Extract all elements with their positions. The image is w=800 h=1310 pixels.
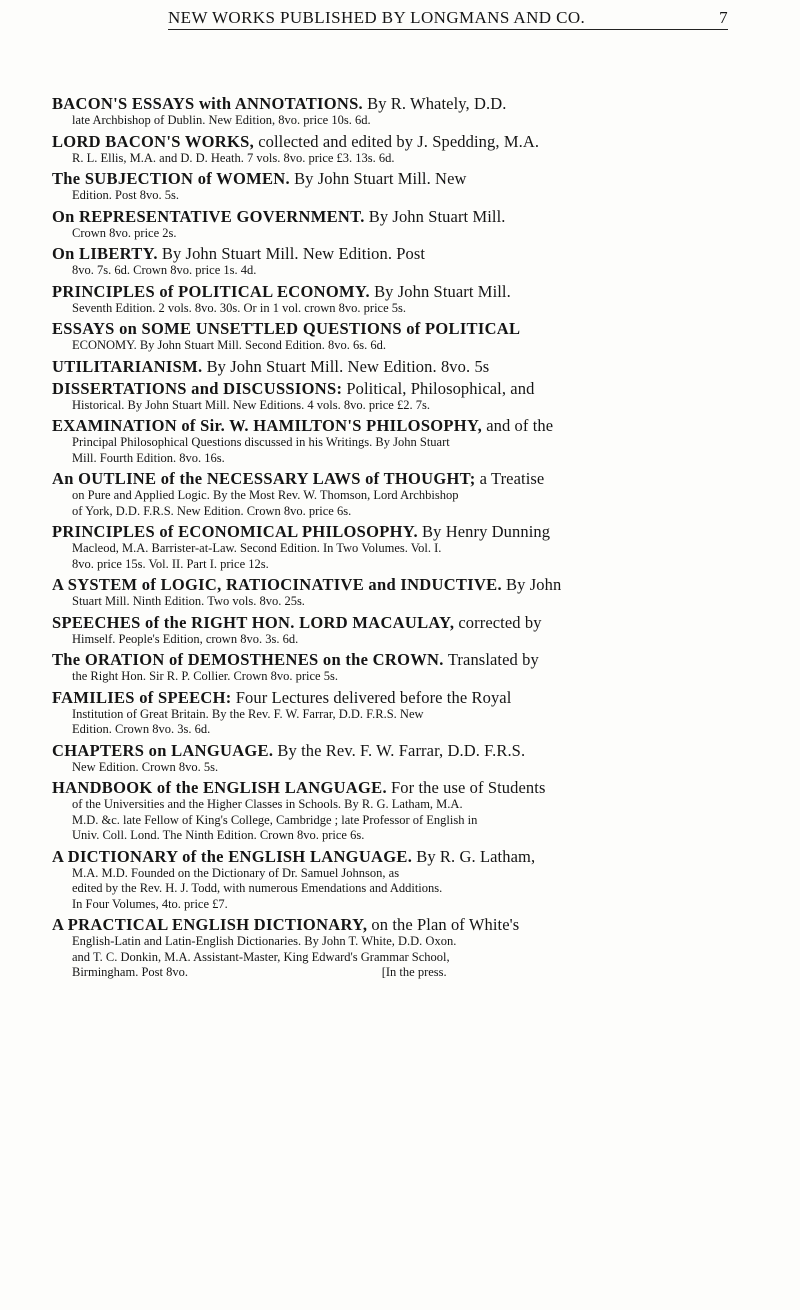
book-details: New Edition. Crown 8vo. 5s. <box>72 759 219 774</box>
book-author: For the use of Students <box>391 778 546 797</box>
book-title: FAMILIES of SPEECH: <box>52 687 232 707</box>
book-details: In Four Volumes, 4to. price £7. <box>72 896 228 911</box>
book-entry <box>52 169 744 204</box>
book-title: UTILITARIANISM. <box>52 356 203 376</box>
book-author: a Treatise <box>479 469 545 488</box>
book-details: Edition. Post 8vo. 5s. <box>72 188 179 202</box>
book-details: 8vo. 7s. 6d. Crown 8vo. price 1s. 4d. <box>72 263 257 277</box>
book-author: By John <box>506 575 562 594</box>
book-details: Edition. Crown 8vo. 3s. 6d. <box>72 722 211 736</box>
book-details: of York, D.D. F.R.S. New Edition. Crown 8vo. price 6s. <box>72 503 352 518</box>
book-author: By John Stuart Mill. <box>368 206 506 226</box>
book-title: HANDBOOK of the ENGLISH LANGUAGE. <box>52 778 387 797</box>
book-entry <box>52 915 744 981</box>
book-author: collected and edited by J. Spedding, M.A. <box>258 131 540 151</box>
book-entry <box>52 741 744 776</box>
book-title: SPEECHES of the RIGHT HON. LORD MACAULAY, <box>52 612 455 632</box>
book-title: PRINCIPLES of ECONOMICAL PHILOSOPHY. <box>52 522 418 541</box>
book-details: M.A. M.D. Founded on the Dictionary of Dr. Samuel Johnson, as <box>72 865 400 880</box>
book-author: By Henry Dunning <box>422 522 551 541</box>
book-author: Political, Philosophical, and <box>346 378 535 398</box>
book-title: DISSERTATIONS and DISCUSSIONS: <box>52 378 343 398</box>
book-author: Four Lectures delivered before the Royal <box>235 687 512 707</box>
book-entry <box>52 575 744 610</box>
book-author: By John Stuart Mill. New Edition. Post <box>161 244 426 263</box>
book-title: On LIBERTY. <box>52 244 158 263</box>
book-title: PRINCIPLES of POLITICAL ECONOMY. <box>52 281 370 301</box>
book-author: By John Stuart Mill. <box>374 281 511 301</box>
book-title: The SUBJECTION of WOMEN. <box>52 169 290 188</box>
book-details: Principal Philosophical Questions discussed in his Writings. By John Stuart <box>72 435 450 449</box>
book-details: the Right Hon. Sir R. P. Collier. Crown 8vo. price 5s. <box>72 669 338 683</box>
book-entry <box>52 613 744 648</box>
book-author: By the Rev. F. W. Farrar, D.D. F.R.S. <box>277 740 526 760</box>
book-title: A PRACTICAL ENGLISH DICTIONARY, <box>52 915 368 934</box>
book-entry <box>52 282 744 317</box>
running-header <box>168 8 728 30</box>
book-entry <box>52 847 744 913</box>
book-title: A SYSTEM of LOGIC, RATIOCINATIVE and INDUCTIVE. <box>52 575 502 594</box>
book-title: On REPRESENTATIVE GOVERNMENT. <box>52 206 365 226</box>
page-number: 7 <box>719 8 728 27</box>
book-title: The ORATION of DEMOSTHENES on the CROWN. <box>52 650 444 669</box>
book-author: and of the <box>486 416 554 435</box>
book-details: English-Latin and Latin-English Dictionaries. By John T. White, D.D. Oxon. <box>72 934 457 948</box>
book-author: By R. Whately, D.D. <box>367 94 507 113</box>
book-entry <box>52 522 744 572</box>
book-details: M.D. &c. late Fellow of King's College, Cambridge ; late Professor of English in <box>72 812 478 827</box>
book-entry <box>52 357 744 376</box>
book-title: BACON'S ESSAYS with ANNOTATIONS. <box>52 94 363 113</box>
book-details: Himself. People's Edition, crown 8vo. 3s. 6d. <box>72 631 299 646</box>
book-entry <box>52 469 744 519</box>
book-details: Crown 8vo. price 2s. <box>72 225 177 240</box>
book-entry <box>52 94 744 129</box>
book-details: ECONOMY. By John Stuart Mill. Second Edition. 8vo. 6s. 6d. <box>72 338 387 352</box>
book-entry <box>52 244 744 279</box>
book-details: Macleod, M.A. Barrister-at-Law. Second Edition. In Two Volumes. Vol. I. <box>72 541 442 555</box>
book-details: Seventh Edition. 2 vols. 8vo. 30s. Or in 1 vol. crown 8vo. price 5s. <box>72 300 406 315</box>
book-details: late Archbishop of Dublin. New Edition, 8vo. price 10s. 6d. <box>72 113 371 127</box>
book-details: Stuart Mill. Ninth Edition. Two vols. 8vo. 25s. <box>72 594 305 608</box>
book-entry <box>52 379 744 414</box>
book-entry <box>52 132 744 167</box>
book-details: R. L. Ellis, M.A. and D. D. Heath. 7 vols. 8vo. price £3. 13s. 6d. <box>72 150 395 165</box>
book-author: corrected by <box>458 612 542 632</box>
book-title: A DICTIONARY of the ENGLISH LANGUAGE. <box>52 846 413 866</box>
book-details: 8vo. price 15s. Vol. II. Part I. price 12s. <box>72 556 269 571</box>
book-details: of the Universities and the Higher Classes in Schools. By R. G. Latham, M.A. <box>72 797 463 811</box>
book-author: By John Stuart Mill. New Edition. 8vo. 5s <box>206 356 490 376</box>
book-title: LORD BACON'S WORKS, <box>52 131 255 151</box>
book-author: By R. G. Latham, <box>416 846 536 866</box>
book-author: By John Stuart Mill. New <box>294 169 467 188</box>
book-entry <box>52 319 744 354</box>
book-details: Historical. By John Stuart Mill. New Editions. 4 vols. 8vo. price £2. 7s. <box>72 397 430 412</box>
book-author: Translated by <box>447 650 539 669</box>
book-title: EXAMINATION of Sir. W. HAMILTON'S PHILOSOPHY, <box>52 416 483 435</box>
book-author: on the Plan of White's <box>371 915 520 934</box>
book-entry <box>52 207 744 242</box>
book-title: CHAPTERS on LANGUAGE. <box>52 740 274 760</box>
book-details: Univ. Coll. Lond. The Ninth Edition. Crown 8vo. price 6s. <box>72 828 365 842</box>
book-advert-list <box>52 94 744 984</box>
book-entry <box>52 416 744 466</box>
book-details: Birmingham. Post 8vo. [In the press. <box>72 965 447 979</box>
book-details: and T. C. Donkin, M.A. Assistant-Master, King Edward's Grammar School, <box>72 949 450 964</box>
book-title: ESSAYS on SOME UNSETTLED QUESTIONS of POLITICAL <box>52 319 521 338</box>
book-title: An OUTLINE of the NECESSARY LAWS of THOUGHT; <box>52 469 476 488</box>
book-details: on Pure and Applied Logic. By the Most Rev. W. Thomson, Lord Archbishop <box>72 488 459 502</box>
book-details: Institution of Great Britain. By the Rev. F. W. Farrar, D.D. F.R.S. New <box>72 706 424 721</box>
book-entry <box>52 688 744 738</box>
book-entry <box>52 650 744 685</box>
book-details: Mill. Fourth Edition. 8vo. 16s. <box>72 450 225 465</box>
header-title: NEW WORKS PUBLISHED BY LONGMANS AND CO. <box>168 8 586 27</box>
book-details: edited by the Rev. H. J. Todd, with numerous Emendations and Additions. <box>72 881 443 895</box>
book-entry <box>52 778 744 844</box>
